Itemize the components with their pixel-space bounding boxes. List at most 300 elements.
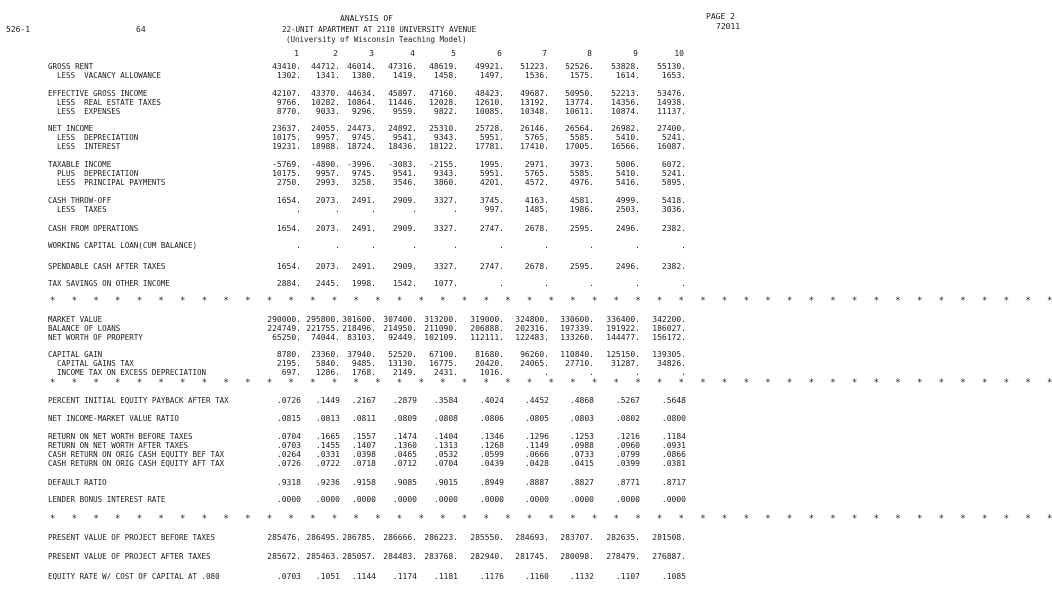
cell-value: 42107. [272, 89, 301, 98]
cell-value: 11137. [657, 107, 686, 116]
cell-value: 301600. [342, 315, 376, 324]
cell-value: 5241. [661, 133, 686, 142]
cell-value: 285550. [470, 533, 504, 542]
cell-value: -2155. [429, 160, 458, 169]
cell-value: 18988. [311, 142, 340, 151]
cell-value: 5951. [479, 169, 504, 178]
cell-value: 2909. [392, 196, 417, 205]
cell-value: . [412, 241, 417, 250]
cell-value: 281508. [652, 533, 686, 542]
cell-value: .9236 [315, 478, 340, 487]
row-label: LESS TAXES [48, 205, 107, 214]
cell-value: .0000 [615, 495, 640, 504]
cell-value: .8827 [569, 478, 594, 487]
cell-value: .0811 [351, 414, 376, 423]
report-title: ANALYSIS OF [340, 14, 393, 23]
cell-value: 24892. [388, 124, 417, 133]
column-number: 6 [497, 49, 502, 58]
cell-value: 285672. [267, 552, 301, 561]
cell-value: .9158 [351, 478, 376, 487]
report-subtitle: 22-UNIT APARTMENT AT 2110 UNIVERSITY AVENUE [282, 25, 477, 34]
cell-value: 67100. [429, 350, 458, 359]
cell-value: 278479. [606, 552, 640, 561]
cell-value: .1404 [433, 432, 458, 441]
cell-value: .0428 [524, 459, 549, 468]
cell-value: .0813 [315, 414, 340, 423]
cell-value: 284483. [383, 552, 417, 561]
cell-value: 31287. [611, 359, 640, 368]
cell-value: .0000 [392, 495, 417, 504]
cell-value: 10175. [272, 133, 301, 142]
cell-value: 197339. [560, 324, 594, 333]
cell-value: 282635. [606, 533, 640, 542]
cell-value: 1986. [569, 205, 594, 214]
row-label: CASH RETURN ON ORIG CASH EQUITY AFT TAX [48, 459, 225, 468]
cell-value: 144477. [606, 333, 640, 342]
cell-value: .0398 [351, 450, 376, 459]
cell-value: 218496. [342, 324, 376, 333]
cell-value: . [544, 368, 549, 377]
cell-value: 11446. [388, 98, 417, 107]
cell-value: 286785. [342, 533, 376, 542]
cell-value: 10175. [272, 169, 301, 178]
report-code: 526-1 [6, 25, 31, 34]
cell-value: 24473. [347, 124, 376, 133]
cell-value: 44634. [347, 89, 376, 98]
cell-value: 2496. [615, 262, 640, 271]
row-label: LESS PRINCIPAL PAYMENTS [48, 178, 166, 187]
cell-value: .0799 [615, 450, 640, 459]
cell-value: 211090. [424, 324, 458, 333]
cell-value: .0331 [315, 450, 340, 459]
column-number: 2 [333, 49, 338, 58]
table-row [0, 459, 771, 469]
cell-value: . [681, 368, 686, 377]
cell-value: . [635, 241, 640, 250]
cell-value: 9296. [351, 107, 376, 116]
row-label: RETURN ON NET WORTH AFTER TAXES [48, 441, 188, 450]
cell-value: .0264 [276, 450, 301, 459]
cell-value: 65250. [272, 333, 301, 342]
cell-value: .1268 [479, 441, 504, 450]
cell-value: 24065. [520, 359, 549, 368]
report-subtitle-2: (University of Wisconsin Teaching Model) [286, 35, 467, 44]
cell-value: 2750. [276, 178, 301, 187]
cell-value: .0800 [661, 414, 686, 423]
cell-value: 283768. [424, 552, 458, 561]
cell-value: .1107 [615, 572, 640, 581]
cell-value: 5840. [315, 359, 340, 368]
cell-value: 1485. [524, 205, 549, 214]
table-row [0, 495, 771, 505]
cell-value: .2879 [392, 396, 417, 405]
cell-value: 16775. [429, 359, 458, 368]
cell-value: .0931 [661, 441, 686, 450]
cell-value: 3745. [479, 196, 504, 205]
cell-value: .1144 [351, 572, 376, 581]
cell-value: 5410. [615, 169, 640, 178]
cell-value: . [499, 279, 504, 288]
cell-value: .1149 [524, 441, 549, 450]
cell-value: .4452 [524, 396, 549, 405]
row-label: NET WORTH OF PROPERTY [48, 333, 143, 342]
table-row [0, 478, 771, 488]
cell-value: .1455 [315, 441, 340, 450]
cell-value: 9559. [392, 107, 417, 116]
cell-value: 2678. [524, 262, 549, 271]
cell-value: 53828. [611, 62, 640, 71]
cell-value: 2073. [315, 196, 340, 205]
cell-value: 122483. [515, 333, 549, 342]
cell-value: 8770. [276, 107, 301, 116]
cell-value: 110840. [560, 350, 594, 359]
cell-value: . [296, 241, 301, 250]
table-row [0, 552, 771, 562]
cell-value: .0712 [392, 459, 417, 468]
column-number: 9 [633, 49, 638, 58]
cell-value: 18122. [429, 142, 458, 151]
cell-value: . [499, 241, 504, 250]
cell-value: 2195. [276, 359, 301, 368]
row-label: TAXABLE INCOME [48, 160, 112, 169]
cell-value: 2491. [351, 196, 376, 205]
cell-value: 156172. [652, 333, 686, 342]
row-label: NET INCOME [48, 124, 94, 133]
row-label: PRESENT VALUE OF PROJECT BEFORE TAXES [48, 533, 216, 542]
cell-value: 4163. [524, 196, 549, 205]
cell-value: . [296, 205, 301, 214]
cell-value: .8771 [615, 478, 640, 487]
cell-value: .0704 [276, 432, 301, 441]
cell-value: .1407 [351, 441, 376, 450]
cell-value: 6072. [661, 160, 686, 169]
cell-value: .0439 [479, 459, 504, 468]
cell-value: 50950. [565, 89, 594, 98]
row-label: WORKING CAPITAL LOAN(CUM BALANCE) [48, 241, 198, 250]
cell-value: .3584 [433, 396, 458, 405]
cell-value: 27400. [657, 124, 686, 133]
cell-value: 4581. [569, 196, 594, 205]
cell-value: 2073. [315, 224, 340, 233]
cell-value: 17410. [520, 142, 549, 151]
cell-value: 96260. [520, 350, 549, 359]
cell-value: 55130. [657, 62, 686, 71]
cell-value: 224749. [267, 324, 301, 333]
cell-value: 1286. [315, 368, 340, 377]
cell-value: .4024 [479, 396, 504, 405]
cell-value: 2909. [392, 224, 417, 233]
cell-value: .8887 [524, 478, 549, 487]
cell-value: 9033. [315, 107, 340, 116]
cell-value: .0000 [315, 495, 340, 504]
cell-value: .0803 [569, 414, 594, 423]
cell-value: 2382. [661, 224, 686, 233]
cell-value: .0000 [276, 495, 301, 504]
cell-value: 49687. [520, 89, 549, 98]
cell-value: .0000 [479, 495, 504, 504]
row-label: DEFAULT RATIO [48, 478, 107, 487]
cell-value: 17005. [565, 142, 594, 151]
cell-value: 139305. [652, 350, 686, 359]
cell-value: 186027. [652, 324, 686, 333]
cell-value: 25728. [475, 124, 504, 133]
cell-value: 9957. [315, 133, 340, 142]
cell-value: 283707. [560, 533, 594, 542]
cell-value: 9343. [433, 133, 458, 142]
cell-value: .1557 [351, 432, 376, 441]
cell-value: 37940. [347, 350, 376, 359]
cell-value: 12610. [475, 98, 504, 107]
cell-value: 2149. [392, 368, 417, 377]
cell-value: 34826. [657, 359, 686, 368]
cell-value: 2445. [315, 279, 340, 288]
cell-value: 2431. [433, 368, 458, 377]
cell-value: 9745. [351, 133, 376, 142]
cell-value: 214950. [383, 324, 417, 333]
row-label: SPENDABLE CASH AFTER TAXES [48, 262, 166, 271]
cell-value: 281745. [515, 552, 549, 561]
cell-value: 1542. [392, 279, 417, 288]
cell-value: 12028. [429, 98, 458, 107]
cell-value: .1296 [524, 432, 549, 441]
row-label: PRESENT VALUE OF PROJECT AFTER TAXES [48, 552, 211, 561]
table-row [0, 572, 771, 582]
cell-value: .1176 [479, 572, 504, 581]
cell-value: .2167 [351, 396, 376, 405]
column-number: 4 [410, 49, 415, 58]
cell-value: 8780. [276, 350, 301, 359]
cell-value: 1419. [392, 71, 417, 80]
cell-value: .0726 [276, 396, 301, 405]
cell-value: 284693. [515, 533, 549, 542]
cell-value: 53476. [657, 89, 686, 98]
cell-value: 2747. [479, 224, 504, 233]
cell-value: 81680. [475, 350, 504, 359]
page-code: 72011 [716, 22, 741, 31]
cell-value: 92449. [388, 333, 417, 342]
separator-asterisks: * * * * * * * * * * * * * * * * * * * * * * * * * * * * * * * * * * * * * * * * * * * * * * * [50, 378, 1052, 388]
cell-value: .1346 [479, 432, 504, 441]
row-label: TAX SAVINGS ON OTHER INCOME [48, 279, 170, 288]
cell-value: 2503. [615, 205, 640, 214]
cell-value: 2496. [615, 224, 640, 233]
cell-value: .0808 [433, 414, 458, 423]
cell-value: 10085. [475, 107, 504, 116]
cell-value: 5765. [524, 169, 549, 178]
row-label: LESS VACANCY ALLOWANCE [48, 71, 161, 80]
cell-value: 313200. [424, 315, 458, 324]
cell-value: 10864. [347, 98, 376, 107]
cell-value: 295800. [306, 315, 340, 324]
cell-value: 280098. [560, 552, 594, 561]
cell-value: 5241. [661, 169, 686, 178]
cell-value: 3258. [351, 178, 376, 187]
column-number: 1 [294, 49, 299, 58]
table-row [0, 178, 771, 188]
cell-value: .0399 [615, 459, 640, 468]
cell-value: 1077. [433, 279, 458, 288]
cell-value: 2971. [524, 160, 549, 169]
cell-value: 1016. [479, 368, 504, 377]
cell-value: 4201. [479, 178, 504, 187]
cell-value: 112111. [470, 333, 504, 342]
table-row [0, 241, 771, 251]
cell-value: .0704 [433, 459, 458, 468]
cell-value: 43410. [272, 62, 301, 71]
cell-value: . [453, 205, 458, 214]
cell-value: .0703 [276, 572, 301, 581]
cell-value: . [412, 205, 417, 214]
cell-value: .0000 [351, 495, 376, 504]
cell-value: 1575. [569, 71, 594, 80]
cell-value: . [544, 241, 549, 250]
cell-value: 83103. [347, 333, 376, 342]
row-label: CASH RETURN ON ORIG CASH EQUITY BEF TAX [48, 450, 225, 459]
cell-value: 5410. [615, 133, 640, 142]
cell-value: .0666 [524, 450, 549, 459]
cell-value: .1132 [569, 572, 594, 581]
cell-value: 46014. [347, 62, 376, 71]
row-label: CAPITAL GAINS TAX [48, 359, 134, 368]
cell-value: 102109. [424, 333, 458, 342]
cell-value: . [371, 241, 376, 250]
cell-value: 19231. [272, 142, 301, 151]
table-row [0, 333, 771, 343]
cell-value: 26564. [565, 124, 594, 133]
cell-value: 3327. [433, 262, 458, 271]
cell-value: .4868 [569, 396, 594, 405]
cell-value: -4890. [311, 160, 340, 169]
cell-value: 44712. [311, 62, 340, 71]
row-label: RETURN ON NET WORTH BEFORE TAXES [48, 432, 193, 441]
cell-value: 52526. [565, 62, 594, 71]
cell-value: 282940. [470, 552, 504, 561]
separator-asterisks: * * * * * * * * * * * * * * * * * * * * * * * * * * * * * * * * * * * * * * * * * * * * * * * [50, 296, 1052, 306]
column-number: 10 [674, 49, 684, 58]
cell-value: .0809 [392, 414, 417, 423]
cell-value: .9318 [276, 478, 301, 487]
cell-value: 1341. [315, 71, 340, 80]
cell-value: .5267 [615, 396, 640, 405]
row-label: CASH FROM OPERATIONS [48, 224, 139, 233]
cell-value: .9015 [433, 478, 458, 487]
cell-value: 324800. [515, 315, 549, 324]
page-label: PAGE 2 [706, 12, 735, 21]
cell-value: -3083. [388, 160, 417, 169]
cell-value: . [635, 368, 640, 377]
cell-value: 286666. [383, 533, 417, 542]
cell-value: 10611. [565, 107, 594, 116]
cell-value: 3860. [433, 178, 458, 187]
cell-value: 52520. [388, 350, 417, 359]
row-label: NET INCOME-MARKET VALUE RATIO [48, 414, 179, 423]
cell-value: 1536. [524, 71, 549, 80]
cell-value: 17781. [475, 142, 504, 151]
cell-value: 9957. [315, 169, 340, 178]
cell-value: 290000. [267, 315, 301, 324]
cell-value: .0415 [569, 459, 594, 468]
cell-value: 26146. [520, 124, 549, 133]
cell-value: .1184 [661, 432, 686, 441]
cell-value: 27710. [565, 359, 594, 368]
cell-value: 2491. [351, 262, 376, 271]
row-label: LESS EXPENSES [48, 107, 121, 116]
cell-value: .0000 [524, 495, 549, 504]
cell-value: 9541. [392, 133, 417, 142]
cell-value: .1665 [315, 432, 340, 441]
column-number: 8 [587, 49, 592, 58]
cell-value: 342200. [652, 315, 686, 324]
cell-value: 3327. [433, 224, 458, 233]
cell-value: 2747. [479, 262, 504, 271]
cell-value: 4999. [615, 196, 640, 205]
cell-value: 43370. [311, 89, 340, 98]
row-label: CASH THROW-OFF [48, 196, 112, 205]
cell-value: 286495. [306, 533, 340, 542]
cell-value: 5418. [661, 196, 686, 205]
cell-value: 2678. [524, 224, 549, 233]
cell-value: 997. [484, 205, 504, 214]
cell-value: 319000. [470, 315, 504, 324]
cell-value: 14938. [657, 98, 686, 107]
cell-value: 2909. [392, 262, 417, 271]
cell-value: 4976. [569, 178, 594, 187]
cell-value: 1302. [276, 71, 301, 80]
cell-value: 1380. [351, 71, 376, 80]
cell-value: . [589, 368, 594, 377]
cell-value: 206888. [470, 324, 504, 333]
cell-value: .0599 [479, 450, 504, 459]
cell-value: 52213. [611, 89, 640, 98]
cell-value: .0722 [315, 459, 340, 468]
cell-value: .0802 [615, 414, 640, 423]
cell-value: 125150. [606, 350, 640, 359]
cell-value: .0815 [276, 414, 301, 423]
row-label: LENDER BONUS INTEREST RATE [48, 495, 166, 504]
cell-value: 9485. [351, 359, 376, 368]
cell-value: 18724. [347, 142, 376, 151]
cell-value: .0000 [433, 495, 458, 504]
column-number: 5 [451, 49, 456, 58]
cell-value: -3996. [347, 160, 376, 169]
table-row [0, 71, 771, 81]
cell-value: 9343. [433, 169, 458, 178]
cell-value: 133260. [560, 333, 594, 342]
table-row [0, 142, 771, 152]
cell-value: 3973. [569, 160, 594, 169]
cell-value: .1360 [392, 441, 417, 450]
cell-value: 1654. [276, 262, 301, 271]
table-row [0, 368, 771, 378]
table-row [0, 205, 771, 215]
cell-value: 3546. [392, 178, 417, 187]
cell-value: 4572. [524, 178, 549, 187]
cell-value: 202316. [515, 324, 549, 333]
cell-value: .8717 [661, 478, 686, 487]
table-row [0, 414, 771, 424]
cell-value: .1174 [392, 572, 417, 581]
cell-value: 276887. [652, 552, 686, 561]
cell-value: 1995. [479, 160, 504, 169]
cell-value: .0988 [569, 441, 594, 450]
cell-value: .0532 [433, 450, 458, 459]
column-number: 3 [369, 49, 374, 58]
cell-value: 48423. [475, 89, 504, 98]
cell-value: .0866 [661, 450, 686, 459]
cell-value: 48619. [429, 62, 458, 71]
cell-value: 5765. [524, 133, 549, 142]
cell-value: 2491. [351, 224, 376, 233]
